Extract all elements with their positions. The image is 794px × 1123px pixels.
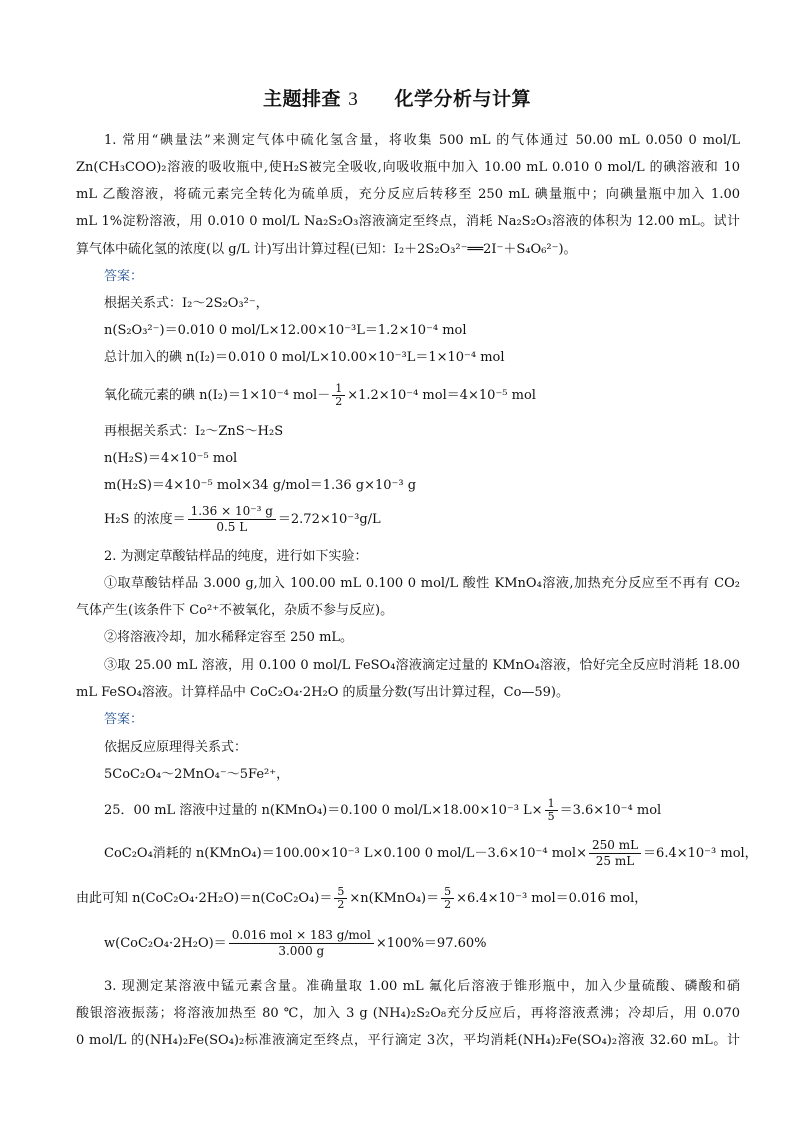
q3-line3: 0 mol/L 的(NH₄)₂Fe(SO₄)₂标准液滴定至终点，平行滴定 3次，平均消耗(NH₄)₂Fe(SO₄)₂溶液 32.60 mL。计 xyxy=(76,1033,740,1048)
q1-answer-line: n(H₂S)＝4×10⁻⁵ mol xyxy=(104,451,238,466)
q2-answer-line: w(CoC₂O₄·2H₂O)＝ $\frac{\text{0.016 mol × 183 g/mol}}{3.000 g}$ ×100%＝97.60% xyxy=(104,928,487,958)
q1-answer-line: H₂S 的浓度＝ $\frac{\text{1.36 × 10⁻³ g}}{0.5 L}$ ＝2.72×10⁻³g/L xyxy=(104,504,381,534)
q2-answer-line: 由此可知 n(CoC₂O₄·2H₂O)＝n(CoC₂O₄)＝ $\frac{5}{2}$ ×n(KMnO₄)＝ $\frac{5}{2}$ ×6.4×10⁻³ mol＝0.016 mol， xyxy=(76,885,648,911)
q2-answer-label: 答案： xyxy=(104,712,144,727)
q2-step3b: mL FeSO₄溶液。计算样品中 CoC₂O₄·2H₂O 的质量分数(写出计算过程，Co—59)。 xyxy=(76,685,570,700)
q1-line4: mL 1%淀粉溶液，用 0.010 0 mol/L Na₂S₂O₃溶液滴定至终点，消耗 Na₂S₂O₃溶液的体积为 12.00 mL。试计 xyxy=(76,214,740,229)
q2-step1a: ①取草酸钴样品 3.000 g,加入 100.00 mL 0.100 0 mol/L 酸性 KMnO₄溶液,加热充分反应至不再有 CO₂ xyxy=(104,576,740,591)
q2-step2: ②将溶液冷却，加水稀释定容至 250 mL。 xyxy=(104,630,354,645)
q1-answer-line: 总计加入的碘 n(I₂)＝0.010 0 mol/L×10.00×10⁻³L＝1×10⁻⁴ mol xyxy=(104,350,505,365)
title-number: 3 xyxy=(348,89,359,110)
q3-line1: 3. 现测定某溶液中锰元素含量。准确量取 1.00 mL 氟化后溶液于锥形瓶中，加入少量硫酸、磷酸和硝 xyxy=(104,979,740,994)
q1-line3: mL 乙酸溶液，将硫元素完全转化为硫单质，充分反应后转移至 250 mL 碘量瓶中；向碘量瓶中加入 1.00 xyxy=(76,187,740,202)
q1-line5: 算气体中硫化氢的浓度(以 g/L 计)写出计算过程(已知：I₂＋2S₂O₃²⁻══2I⁻＋S₄O₆²⁻)。 xyxy=(76,242,577,257)
q1-answer-line: n(S₂O₃²⁻)＝0.010 0 mol/L×12.00×10⁻³L＝1.2×10⁻⁴ mol xyxy=(104,323,467,338)
fraction: $\frac{1}{5}$ xyxy=(545,798,558,823)
q1-answer-label: 答案： xyxy=(104,269,144,284)
fraction: $\frac{5}{2}$ xyxy=(441,886,454,911)
q1-line2: Zn(CH₃COO)₂溶液的吸收瓶中,使H₂S被完全吸收,向吸收瓶中加入 10.00 mL 0.010 0 mol/L 的碘溶液和 10 xyxy=(76,160,740,175)
fraction: $\frac{1}{2}$ xyxy=(332,383,345,408)
q2-answer-line: 依据反应原理得关系式： xyxy=(104,740,248,755)
title-part1: 主题排查 xyxy=(263,88,342,110)
q2-answer-line: 5CoC₂O₄～2MnO₄⁻～5Fe²⁺， xyxy=(104,767,290,782)
q2-answer-line: 25．00 mL 溶液中过量的 n(KMnO₄)＝0.100 0 mol/L×18.00×10⁻³ L× $\frac{1}{5}$ ＝3.6×10⁻⁴ mol xyxy=(104,797,662,823)
q1-answer-line: 再根据关系式：I₂～ZnS～H₂S xyxy=(104,424,284,439)
page-title xyxy=(0,84,794,111)
fraction: $\frac{\text{0.016 mol × 183 g/mol}}{3.000 g}$ xyxy=(229,928,374,959)
title-part2: 化学分析与计算 xyxy=(394,88,531,110)
fraction: $\frac{250 mL}{25 mL}$ xyxy=(589,838,641,869)
fraction: $\frac{\text{1.36 × 10⁻³ g}}{0.5 L}$ xyxy=(188,504,276,535)
q1-answer-line: 氧化硫元素的碘 n(I₂)＝1×10⁻⁴ mol－ $\frac{1}{2}$ ×1.2×10⁻⁴ mol＝4×10⁻⁵ mol xyxy=(104,382,536,408)
q2-step1b: 气体产生(该条件下 Co²⁺不被氧化，杂质不参与反应)。 xyxy=(76,603,394,618)
q2-step3a: ③取 25.00 mL 溶液，用 0.100 0 mol/L FeSO₄溶液滴定过量的 KMnO₄溶液，恰好完全反应时消耗 18.00 xyxy=(104,658,740,673)
q2-answer-line: CoC₂O₄消耗的 n(KMnO₄)＝100.00×10⁻³ L×0.100 0 mol/L－3.6×10⁻⁴ mol× $\frac{250 mL}{25 mL}$ ＝6.4×10⁻³ mol， xyxy=(104,838,758,868)
q1-answer-line: m(H₂S)＝4×10⁻⁵ mol×34 g/mol＝1.36 g×10⁻³ g xyxy=(104,478,417,493)
q3-line2: 酸银溶液振荡；将溶液加热至 80 ℃，加入 3 g (NH₄)₂S₂O₈充分反应后，再将溶液煮沸；冷却后，用 0.070 xyxy=(76,1006,740,1021)
q1-line1: 1. 常用“碘量法”来测定气体中硫化氢含量，将收集 500 mL 的气体通过 50.00 mL 0.050 0 mol/L xyxy=(104,133,740,148)
q1-answer-line: 根据关系式：I₂～2S₂O₃²⁻， xyxy=(104,296,269,311)
fraction: $\frac{5}{2}$ xyxy=(334,886,347,911)
q2-line1: 2. 为测定草酸钴样品的纯度，进行如下实验： xyxy=(104,549,368,564)
